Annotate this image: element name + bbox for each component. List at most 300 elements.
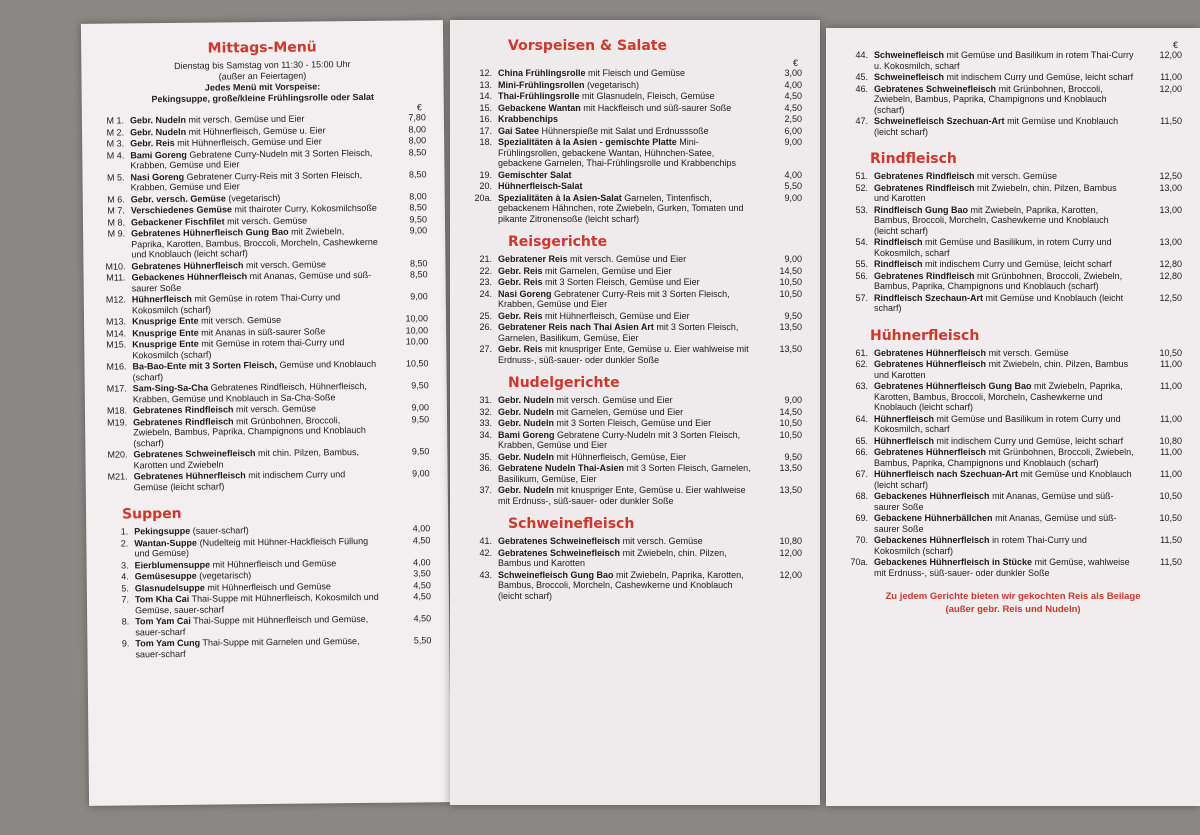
item-price: 10,80	[1159, 435, 1182, 446]
item-description: mit Ananas, Gemüse und süß-saurer Soße	[874, 491, 1114, 512]
section-title-soups: Suppen	[121, 505, 182, 523]
item-description: Gemüse und Knoblauch (scharf)	[132, 358, 377, 382]
item-description: mit Glasnudeln, Fleisch, Gemüse	[582, 91, 715, 101]
item-description: mit indischem Curry und Gemüse, leicht scharf	[925, 259, 1112, 269]
menu-item	[464, 289, 806, 310]
item-description: mit indischem Curry und Gemüse, leicht scharf	[946, 72, 1134, 82]
item-number: M12.	[105, 294, 126, 305]
item-number: 67.	[855, 469, 868, 479]
item-price: 9,00	[410, 291, 428, 302]
item-body	[874, 359, 1134, 380]
item-name: Spezialitäten à la Asien-Salat	[498, 192, 622, 203]
item-name: China Frühlingsrolle	[498, 68, 586, 78]
item-description: mit knuspriger Ente, Gemüse u. Eier wahlweise mit Erdnuss-, süß-sauer- oder dunkler Soße	[498, 344, 749, 365]
item-body	[874, 414, 1134, 435]
item-price: 7,80	[408, 112, 426, 123]
item-name: Gebratenes Hühnerfleisch	[874, 447, 987, 457]
item-description: mit Hühnerfleisch und Gemüse	[207, 580, 331, 593]
menu-item	[840, 72, 1186, 83]
item-name: Hühnerfleisch	[874, 435, 935, 446]
lunch-holiday-note: (außer an Feiertagen)	[218, 70, 307, 82]
menu-item	[464, 344, 806, 365]
menu-item	[464, 277, 806, 288]
item-name: Rindfleisch Szechaun-Art	[874, 292, 984, 303]
menu-item	[464, 407, 806, 418]
item-name: Nasi Goreng	[498, 288, 552, 299]
pork-list	[464, 536, 806, 601]
item-body	[874, 348, 1134, 359]
item-name: Gebackene Wantan	[498, 102, 581, 113]
item-description: mit Zwiebeln, Paprika, Karotten, Bambus, Broccoli, Morcheln, Cashewkerne und Knoblauch (leicht scharf)	[498, 569, 744, 601]
item-body	[498, 344, 754, 365]
item-name: Eierblumensuppe	[134, 559, 211, 570]
item-price: 11,00	[1160, 381, 1182, 391]
item-price: 4,50	[784, 102, 802, 113]
menu-item	[840, 50, 1186, 71]
item-description: mit Hühnerfleisch, Gemüse und Eier	[177, 136, 322, 148]
item-number: 42.	[479, 547, 492, 558]
item-number: 36.	[479, 463, 492, 473]
item-name: Gebackenes Hühnerfleisch	[874, 535, 990, 545]
item-description: mit Gemüse und Basilikum in rotem Curry und Kokosmilch, scharf	[874, 413, 1121, 434]
item-description: (Nudelteig mit Hühner-Hackfleisch Füllung und Gemüse)	[134, 535, 369, 559]
item-number: 12.	[479, 68, 492, 78]
item-body	[874, 84, 1134, 116]
item-price: 2,50	[784, 114, 802, 124]
item-price: 13,00	[1159, 182, 1182, 193]
item-number: 24.	[479, 288, 492, 299]
menu-item	[840, 436, 1186, 447]
item-body	[498, 126, 754, 137]
item-description: mit Hühnerfleisch, Gemüse u. Eier	[188, 124, 326, 137]
item-body	[874, 381, 1134, 413]
item-name: Gebratenes Hühnerfleisch Gung Bao	[874, 381, 1032, 391]
item-name: Schweinefleisch Gung Bao	[498, 569, 614, 580]
item-body	[498, 395, 754, 406]
item-body	[134, 535, 382, 559]
rice-side-note	[840, 590, 1186, 616]
item-price: 4,50	[413, 613, 432, 624]
rice-side-note-line1: Zu jedem Gerichte bieten wir gekochten Reis als Beilage	[885, 591, 1141, 602]
item-description: mit Grünbohnen, Broccoli, Zwiebeln, Bambus, Paprika, Champignons und Knoblauch (scharf)	[874, 83, 1107, 115]
item-number: M19.	[107, 416, 128, 428]
menu-item	[464, 137, 806, 169]
section-title-beef: Rindfleisch	[870, 151, 957, 167]
item-name: Gemüsesuppe	[134, 570, 197, 582]
item-name: Gebratenes Hühnerfleisch	[133, 470, 246, 482]
item-price: 10,00	[405, 336, 429, 347]
item-price: 10,50	[1159, 491, 1182, 501]
item-description: mit versch. Gemüse	[977, 171, 1058, 181]
item-name: Gebackener Fischfilet	[130, 215, 225, 227]
menu-item	[464, 193, 806, 225]
item-description: mit versch. Gemüse	[622, 536, 703, 546]
item-name: Gebratenes Schweinefleisch	[498, 547, 621, 558]
menu-item	[840, 237, 1186, 258]
item-description: mit 3 Sorten Fleisch, Garnelen, Basilikum, Gemüse, Eier	[498, 463, 751, 484]
currency-symbol: €	[416, 102, 422, 113]
lunch-starter-heading: Jedes Menü mit Vorspeise:	[204, 81, 321, 93]
item-description: mit Zwiebeln, chin. Pilzen, Bambus und Karotten	[498, 547, 727, 568]
item-description: Garnelen, Tintenfisch, gebackenem Hähnchen, rote Zwiebeln, Gurken, Tomaten und pikante Zitronensoße (leicht scharf)	[498, 192, 744, 224]
item-body	[498, 181, 754, 192]
item-number: 26.	[479, 322, 492, 332]
item-body	[498, 170, 754, 181]
item-number: 45.	[855, 72, 868, 82]
item-body	[135, 592, 383, 616]
item-description: Thai-Suppe mit Hühnerfleisch, Kokosmilch und Gemüse, sauer-scharf	[135, 591, 379, 615]
item-description: mit indischem Curry und Gemüse (leicht scharf)	[133, 469, 346, 492]
item-price: 13,50	[779, 485, 802, 495]
item-name: Krabbenchips	[498, 114, 559, 124]
item-number: M11.	[106, 272, 126, 283]
item-price: 11,00	[1160, 413, 1182, 424]
item-name: Gebr. Nudeln	[498, 451, 555, 462]
menu-item	[840, 259, 1186, 270]
item-number: 43.	[479, 569, 492, 580]
menu-item	[464, 485, 806, 506]
item-number: 13.	[479, 79, 492, 90]
item-price: 4,50	[413, 579, 431, 590]
item-body	[874, 50, 1134, 71]
item-description: Gebratene Curry-Nudeln mit 3 Sorten Fleisch, Krabben, Gemüse und Eier	[130, 147, 373, 171]
menu-item	[98, 336, 432, 360]
item-name: Hühnerfleisch-Salat	[498, 181, 583, 191]
item-number: 35.	[479, 451, 492, 462]
item-number: 5.	[121, 582, 129, 594]
item-body	[874, 293, 1134, 314]
item-body	[498, 452, 754, 463]
menu-item	[464, 570, 806, 602]
item-description: mit Hühnerfleisch und Gemüse	[212, 557, 337, 570]
item-name: Gebr. Nudeln	[498, 418, 555, 428]
item-price: 13,50	[779, 463, 802, 473]
item-price: 5,50	[413, 635, 432, 646]
item-price: 4,00	[784, 169, 802, 180]
item-price: 9,00	[784, 192, 802, 203]
item-description: Gebratener Curry-Reis mit 3 Sorten Fleisch, Krabben, Gemüse und Eier	[498, 288, 730, 309]
menu-item	[99, 446, 433, 470]
item-number: 7.	[121, 594, 129, 605]
menu-item	[464, 114, 806, 125]
item-price: 4,00	[784, 79, 802, 90]
item-price: 9,00	[412, 468, 430, 479]
item-name: Gebackenes Hühnerfleisch in Stücke	[874, 557, 1033, 567]
item-number: M 8.	[107, 216, 126, 228]
item-body	[132, 359, 380, 383]
item-number: 70a.	[850, 557, 868, 567]
item-name: Hühnerfleisch	[131, 293, 192, 305]
item-description: mit Gemüse, wahlweise mit Erdnuss-, süß-sauer- oder dunkler Soße	[874, 557, 1130, 578]
item-price: 11,00	[1160, 359, 1182, 369]
item-price: 3,00	[784, 68, 802, 78]
item-price: 9,00	[411, 402, 430, 413]
menu-item	[840, 84, 1186, 116]
item-name: Gebr. Nudeln	[498, 395, 555, 405]
item-name: Knusprige Ente	[132, 327, 199, 338]
item-number: M15.	[106, 339, 127, 350]
menu-panel-right	[826, 28, 1200, 806]
item-number: 53.	[855, 204, 868, 215]
item-number: 54.	[855, 237, 868, 247]
menu-item	[840, 183, 1186, 204]
item-price: 10,50	[405, 358, 429, 369]
item-body	[498, 114, 754, 125]
item-number: 17.	[479, 125, 492, 136]
item-number: 46.	[855, 83, 868, 94]
menu-item	[98, 358, 432, 382]
item-description: mit Zwiebeln, chin. Pilzen, Bambus und Karotten	[874, 182, 1117, 203]
item-price: 12,00	[1159, 50, 1182, 60]
item-name: Gebratenes Schweinefleisch	[133, 448, 256, 460]
item-body	[498, 254, 754, 265]
item-price: 4,50	[784, 91, 802, 101]
item-price: 10,50	[779, 418, 802, 428]
item-description: mit versch. Gemüse	[235, 403, 317, 415]
item-description: mit versch. Gemüse	[201, 314, 282, 326]
item-body	[874, 183, 1134, 204]
currency-symbol: €	[792, 58, 798, 68]
menu-item	[840, 205, 1186, 237]
item-description: mit Hackfleisch und süß-saurer Soße	[583, 102, 732, 113]
item-description: mit chin. Pilzen, Bambus, Karotten und Zwiebeln	[133, 447, 360, 470]
item-price: 10,50	[779, 277, 802, 287]
item-name: Gebratenes Hühnerfleisch Gung Bao	[131, 226, 289, 239]
item-name: Hühnerfleisch	[874, 413, 935, 424]
item-number: M 3.	[106, 138, 125, 149]
item-body	[498, 463, 754, 484]
item-body	[874, 171, 1134, 182]
soup-list	[100, 523, 435, 659]
menu-item	[464, 430, 806, 451]
item-price: 12,80	[1159, 270, 1182, 281]
item-description: mit Hühnerfleisch, Gemüse und Eier	[545, 310, 690, 321]
item-name: Gebratenes Rindfleisch	[874, 270, 975, 281]
item-number: M 2.	[106, 126, 125, 138]
menu-item	[840, 116, 1186, 137]
item-body	[498, 485, 754, 506]
item-number: M 1.	[106, 115, 124, 126]
menu-item	[464, 548, 806, 569]
item-description: in rotem Thai-Curry und Kokosmilch (scharf)	[874, 535, 1087, 556]
menu-item	[100, 535, 434, 559]
item-name: Gebr. Reis	[130, 137, 175, 149]
item-body	[498, 193, 754, 225]
item-body	[130, 147, 378, 171]
menu-item	[464, 126, 806, 137]
item-number: M16.	[106, 361, 127, 372]
item-price: 10,50	[779, 288, 802, 299]
item-name: Verschiedenes Gemüse	[130, 204, 232, 216]
item-number: 8.	[121, 616, 130, 627]
item-number: 64.	[855, 413, 868, 424]
item-number: M 7.	[107, 205, 125, 216]
item-description: Gebratenes Rindfleisch, Hühnerfleisch, Krabben, Gemüse und Knoblauch in Sa-Cha-Soße	[132, 380, 367, 404]
chicken-list	[840, 348, 1186, 579]
item-price: 12,50	[1159, 171, 1182, 181]
item-price: 12,50	[1159, 292, 1182, 303]
item-number: M18.	[106, 405, 128, 416]
item-body	[135, 614, 383, 638]
item-number: M10.	[105, 260, 126, 272]
item-price: 13,00	[1159, 204, 1182, 215]
item-body	[498, 277, 754, 288]
item-number: 16.	[479, 114, 492, 124]
item-price: 14,50	[779, 406, 802, 417]
item-number: 52.	[855, 182, 868, 193]
item-body	[498, 418, 754, 429]
item-price: 5,50	[784, 181, 802, 191]
item-price: 4,50	[413, 591, 431, 602]
item-name: Pekingsuppe	[134, 525, 191, 537]
item-name: Gebackene Hühnerbällchen	[874, 513, 993, 523]
item-body	[130, 169, 378, 193]
menu-item	[464, 181, 806, 192]
item-body	[498, 430, 754, 451]
item-price: 12,00	[779, 547, 802, 558]
item-name: Gebratener Reis nach Thai Asien Art	[498, 322, 654, 332]
item-body	[498, 103, 754, 114]
item-number: 66.	[855, 447, 868, 457]
item-description: Hühnerspieße mit Salat und Erdnusssoße	[541, 125, 709, 136]
item-body	[135, 636, 383, 660]
item-name: Knusprige Ente	[132, 338, 199, 350]
pork-list-continued	[840, 50, 1186, 137]
item-description: mit Zwiebeln, Paprika, Karotten, Bambus, Broccoli, Morcheln, Cashewkerne und Knoblauch (leicht scharf)	[874, 204, 1109, 236]
item-number: 22.	[479, 265, 492, 276]
item-price: 6,00	[784, 125, 802, 136]
item-body	[131, 226, 379, 260]
item-name: Gebackenes Hühnerfleisch	[131, 271, 248, 283]
item-description: Gebratene Curry-Nudeln mit 3 Sorten Fleisch, Krabben, Gemüse und Eier	[498, 429, 741, 450]
item-number: M 9.	[107, 228, 126, 239]
item-name: Rindfleisch Gung Bao	[874, 204, 969, 215]
menu-item	[464, 395, 806, 406]
menu-item	[840, 171, 1186, 182]
item-number: M17.	[106, 383, 127, 394]
item-description: (sauer-scharf)	[192, 525, 249, 536]
item-price: 13,50	[779, 344, 802, 354]
item-body	[874, 259, 1134, 270]
item-body	[133, 381, 381, 405]
item-number: 62.	[855, 359, 868, 369]
item-body	[498, 570, 754, 602]
menu-item	[99, 414, 433, 449]
menu-panel-left	[81, 20, 451, 806]
item-description: mit Zwiebeln, Paprika, Karotten, Bambus, Broccoli, Morcheln, Cashewkerne und Knoblauch (leicht scharf)	[874, 381, 1123, 412]
item-price: 12,00	[779, 569, 802, 580]
item-description: mit versch. Gemüse	[988, 347, 1069, 358]
item-number: 18.	[479, 137, 492, 147]
section-title-starters: Vorspeisen & Salate	[508, 38, 667, 54]
item-number: 34.	[479, 429, 492, 440]
item-price: 8,00	[409, 190, 427, 201]
item-description: mit versch. Gemüse und Eier	[570, 254, 687, 264]
item-price: 9,50	[411, 413, 430, 424]
item-number: 19.	[479, 169, 492, 180]
menu-item	[99, 380, 433, 404]
item-price: 10,00	[405, 324, 429, 336]
item-body	[874, 447, 1134, 468]
item-name: Schweinefleisch Szechuan-Art	[874, 116, 1005, 126]
item-description: mit Hühnerfleisch, Gemüse, Eier	[556, 451, 687, 462]
lunch-starter-list: Pekingsuppe, große/kleine Frühlingsrolle oder Salat	[151, 91, 375, 105]
item-price: 11,00	[1160, 72, 1182, 82]
item-body	[498, 536, 754, 547]
item-number: 63.	[855, 381, 868, 391]
item-price: 10,00	[405, 313, 429, 324]
item-body	[874, 513, 1134, 534]
item-number: 15.	[479, 102, 492, 113]
item-name: Gebr. versch. Gemüse	[130, 192, 226, 204]
item-name: Gebr. Reis	[498, 277, 543, 287]
item-description: mit indischem Curry und Gemüse, leicht scharf	[936, 435, 1124, 446]
item-price: 8,50	[409, 257, 428, 268]
menu-item	[840, 557, 1186, 578]
item-name: Tom Yam Cai	[135, 615, 191, 627]
item-name: Gebratenes Hühnerfleisch	[131, 259, 244, 271]
item-name: Glasnudelsuppe	[134, 582, 205, 593]
item-name: Gebratene Nudeln Thai-Asien	[498, 463, 625, 473]
menu-item	[464, 80, 806, 91]
item-name: Tom Yam Cung	[135, 637, 201, 649]
item-description: mit Gemüse und Knoblauch (leicht scharf)	[874, 292, 1124, 313]
menu-item	[464, 311, 806, 322]
item-body	[132, 292, 380, 316]
item-name: Gebr. Reis	[498, 310, 543, 321]
item-name: Gebratenes Rindfleisch	[132, 404, 234, 416]
item-description: mit Gemüse in rotem thai-Curry und Kokosmilch (scharf)	[132, 337, 345, 360]
item-name: Gebratenes Rindfleisch	[874, 182, 975, 193]
item-name: Gebr. Nudeln	[498, 485, 555, 495]
beef-list	[840, 171, 1186, 314]
item-price: 4,00	[412, 556, 431, 567]
item-body	[874, 557, 1134, 578]
item-number: 20a.	[474, 192, 492, 203]
item-name: Hühnerfleisch nach Szechuan-Art	[874, 469, 1019, 479]
menu-item	[840, 359, 1186, 380]
item-description: Gebratener Curry-Reis mit 3 Sorten Fleisch, Krabben, Gemüse und Eier	[130, 169, 363, 193]
item-name: Gebratenes Rindfleisch	[133, 415, 234, 427]
item-description: mit Ananas, Gemüse und süß-saurer Soße	[131, 269, 372, 293]
item-number: 25.	[479, 310, 492, 321]
item-description: mit Zwiebeln, Paprika, Karotten, Bambus, Broccoli, Morcheln, Cashewkerne und Knoblauch (leicht scharf)	[131, 226, 378, 260]
item-price: 4,00	[412, 523, 431, 534]
section-title-rice: Reisgerichte	[508, 234, 608, 250]
item-description: mit 3 Sorten Fleisch, Gemüse und Eier	[556, 418, 712, 428]
item-name: Gebratenes Hühnerfleisch	[874, 347, 987, 358]
item-price: 8,00	[408, 123, 427, 134]
menu-item	[464, 452, 806, 463]
item-price: 11,00	[1160, 469, 1182, 479]
item-name: Ba-Bao-Ente mit 3 Sorten Fleisch,	[132, 359, 278, 372]
menu-item	[97, 225, 431, 260]
currency-symbol: €	[1172, 40, 1178, 50]
item-body	[498, 311, 754, 322]
menu-item	[101, 591, 435, 615]
menu-item	[840, 381, 1186, 413]
item-number: M13.	[105, 316, 127, 327]
item-name: Gebr. Reis	[498, 265, 543, 276]
item-name: Gemischter Salat	[498, 169, 572, 180]
item-price: 9,00	[784, 137, 802, 147]
menu-item	[101, 613, 435, 637]
menu-item	[464, 103, 806, 114]
item-body	[498, 266, 754, 277]
lunch-menu-list	[96, 112, 434, 492]
item-number: 56.	[855, 270, 868, 281]
item-description: mit 3 Sorten Fleisch, Gemüse und Eier	[545, 277, 700, 287]
